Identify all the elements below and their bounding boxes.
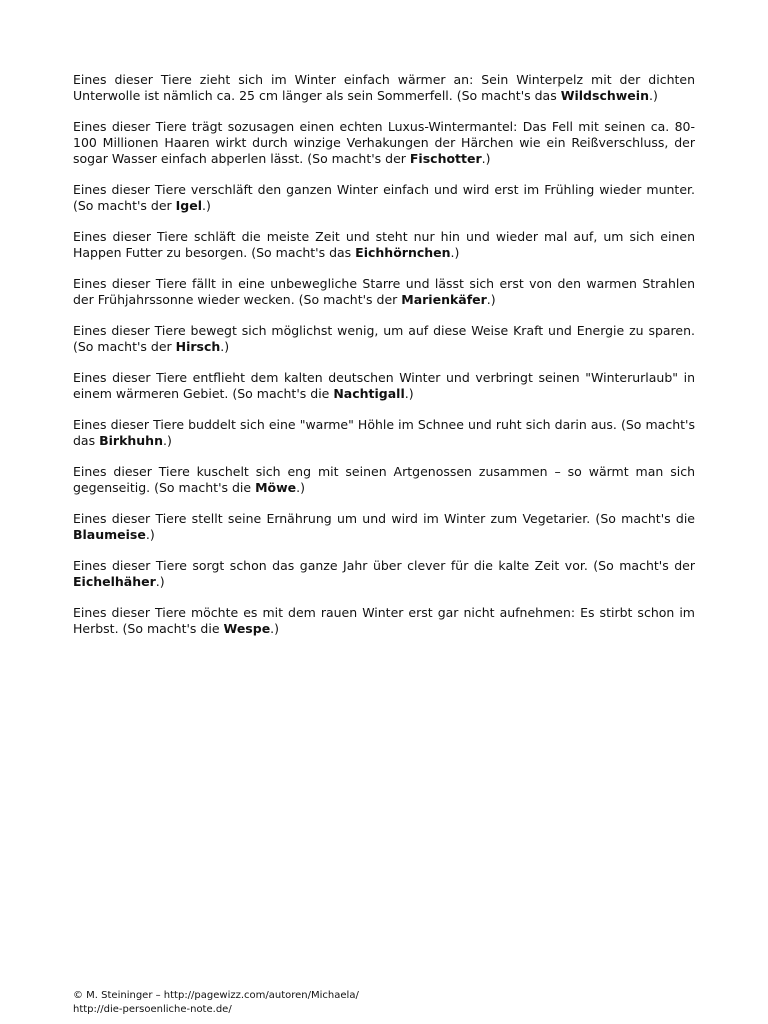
paragraph-2: Eines dieser Tiere trägt sozusagen einen echten Luxus-Wintermantel: Das Fell mit seinen ca. 80-100 Millionen Haaren wirkt durch winzige Verhakungen der Härchen wie ein Reißverschluss, der sogar Wasser einfach abperlen lässt. (So macht's der Fischotter.) [73,119,695,166]
paragraph-3: Eines dieser Tiere verschläft den ganzen Winter einfach und wird erst im Frühling wieder munter. (So macht's der Igel.) [73,182,695,213]
animal-name: Birkhuhn [99,433,163,448]
animal-name: Blaumeise [73,527,146,542]
footer-copyright: © M. Steininger – http://pagewizz.com/autoren/Michaela/ [73,990,359,1001]
paragraph-1: Eines dieser Tiere zieht sich im Winter einfach wärmer an: Sein Winterpelz mit der dichten Unterwolle ist nämlich ca. 25 cm länger als sein Sommerfell. (So macht's das Wildschwein.) [73,72,695,103]
paragraph-9: Eines dieser Tiere kuschelt sich eng mit seinen Artgenossen zusammen – so wärmt man sich gegenseitig. (So macht's die Möwe.) [73,464,695,495]
animal-name: Möwe [255,480,297,495]
animal-name: Wildschwein [560,88,649,103]
animal-name: Fischotter [409,151,482,166]
paragraph-7: Eines dieser Tiere entflieht dem kalten deutschen Winter und verbringt seinen "Winterurlaub" in einem wärmeren Gebiet. (So macht's die Nachtigall.) [73,370,695,401]
paragraph-5: Eines dieser Tiere fällt in eine unbewegliche Starre und lässt sich erst von den warmen Strahlen der Frühjahrssonne wieder wecken. (So macht's der Marienkäfer.) [73,276,695,307]
paragraph-6: Eines dieser Tiere bewegt sich möglichst wenig, um auf diese Weise Kraft und Energie zu sparen. (So macht's der Hirsch.) [73,323,695,354]
footer [73,989,359,1017]
animal-name: Igel [175,198,202,213]
paragraph-12: Eines dieser Tiere möchte es mit dem rauen Winter erst gar nicht aufnehmen: Es stirbt schon im Herbst. (So macht's die Wespe.) [73,605,695,636]
document-body [73,72,695,652]
paragraph-4: Eines dieser Tiere schläft die meiste Zeit und steht nur hin und wieder mal auf, um sich einen Happen Futter zu besorgen. (So macht's das Eichhörnchen.) [73,229,695,260]
paragraph-10: Eines dieser Tiere stellt seine Ernährung um und wird im Winter zum Vegetarier. (So macht's die Blaumeise.) [73,511,695,542]
animal-name: Eichelhäher [73,574,156,589]
animal-name: Hirsch [175,339,221,354]
animal-name: Eichhörnchen [355,245,451,260]
paragraph-8: Eines dieser Tiere buddelt sich eine "warme" Höhle im Schnee und ruht sich darin aus. (So macht's das Birkhuhn.) [73,417,695,448]
animal-name: Wespe [223,621,271,636]
footer-url: http://die-persoenliche-note.de/ [73,1004,232,1015]
paragraph-11: Eines dieser Tiere sorgt schon das ganze Jahr über clever für die kalte Zeit vor. (So macht's der Eichelhäher.) [73,558,695,589]
animal-name: Marienkäfer [401,292,487,307]
animal-name: Nachtigall [333,386,405,401]
